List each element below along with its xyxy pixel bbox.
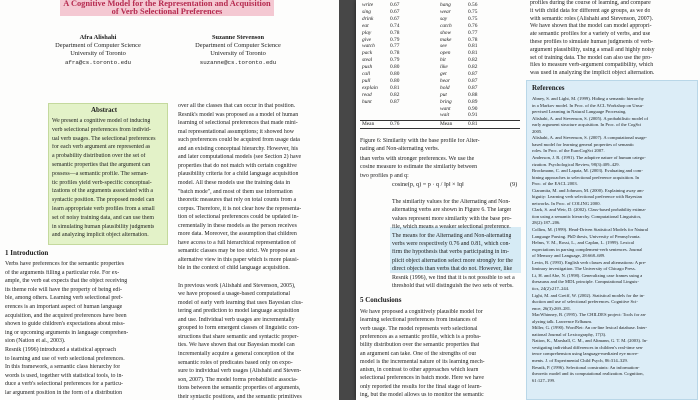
body-line: cosine measure to estimate the similarity between (360, 164, 478, 171)
text-line: files to measure verb-argument compatibility, which (530, 62, 654, 69)
text-line: structions that share semantic and syntactic proper- (178, 333, 299, 340)
reference-line: duction and use of selectional preferences. Cognitive Sci- (532, 299, 638, 305)
table-verb-cell: get (440, 71, 447, 77)
abstract-heading: Abstract (91, 106, 118, 114)
abstract-line: learn appropriate verb profiles from a small (52, 206, 155, 212)
text-line: and an existing conceptual hierarchy. However, his (178, 145, 299, 152)
table-value-cell: 0.88 (468, 91, 478, 98)
text-line: was used in analyzing the implicit object alternation. (530, 70, 655, 77)
body-line: two profiles p and q: (360, 172, 409, 179)
references-heading: References (532, 84, 565, 92)
abstract-line: izations of the arguments associated with a (52, 188, 153, 195)
table-verb-cell: hear (440, 77, 450, 84)
table-mean-cell: 0.81 (468, 121, 478, 127)
intro-line: ble, among others. Learning verb selectional pref- (5, 295, 123, 302)
reference-line: Proc. of the EACL 2003. (532, 181, 578, 187)
reference-line: national Journal of Lexicography, 17(3). (532, 331, 607, 337)
results-line: plicit object alternation select more strongly for the (392, 257, 513, 264)
reference-line: based model for learning general properties of semantic (532, 141, 635, 147)
table-mean-cell: Mean (440, 121, 453, 127)
text-line: set of training data. The model can also use the pro- (530, 54, 653, 61)
reference-line: ments. J. of Experimental Child Psych, 86:314–329. (532, 358, 628, 363)
table-value-cell: 0.91 (468, 112, 478, 119)
intro-line: acquisition, and the acquired preferences have been (5, 312, 127, 319)
table-mean-cell: Mean (362, 121, 375, 127)
text-line: sure to individual verb usages (Alishahi and Steven- (178, 368, 302, 375)
reference-line: 2005. (532, 128, 543, 134)
text-line: corpus. Therefore, it is not clear how the representa- (178, 205, 302, 212)
text-line: and use. Individual verb usages are incrementally (178, 316, 295, 323)
reference-line: roles. In Proc. of the EuroCogSci 2007. (532, 148, 605, 154)
table-value-cell: 0.67 (390, 2, 400, 8)
table-verb-cell: say (440, 15, 448, 22)
table-value-cell: 0.76 (468, 22, 478, 29)
text-line: model. All these models use the training data in (178, 179, 291, 186)
reference-line: Collins, M. (1999). Head-Driven Statistical Models for Natural (532, 227, 649, 232)
table-value-cell: 0.77 (468, 29, 478, 36)
intro-line: sion (Nation et al., 2003). (5, 338, 66, 345)
reference-line: early argument structure acquisition. In Proc. of the CogSci (532, 122, 642, 128)
author-univ: University of Toronto (70, 50, 126, 58)
table-value-cell: 0.90 (468, 105, 478, 112)
intro-line: erences is an important aspect of human language (5, 304, 123, 310)
table-value-cell: 0.75 (468, 15, 478, 22)
abstract-line: tic profiles yield verb-specific conceptual- (52, 179, 152, 186)
author-univ: University of Toronto (210, 50, 266, 58)
intro-line: ample, the verb eat expects that the object receiving (5, 278, 128, 285)
table-verb-cell: bring (440, 98, 452, 105)
table-value-cell: 0.87 (390, 98, 400, 105)
text-line: model of early verb learning that uses Bayesian clus- (178, 299, 303, 306)
table-value-cell: 0.80 (390, 77, 400, 84)
text-line: son, 2007). The model forms probabilistic associa- (178, 376, 298, 383)
conclusion-line: model is the incremental nature of its learning mech- (360, 358, 485, 365)
text-line: ties. We have shown that our Bayesian model can (178, 342, 295, 349)
reference-line: Anderson, J. R. (1991). The adaptive nature of human catego- (532, 154, 646, 160)
text-line: we have proposed a usage-based computational (178, 291, 291, 298)
abstract-line: syntactic position. The proposed model can (52, 197, 155, 204)
table-verb-cell: make (440, 36, 452, 43)
reference-line: Brockmann, C. and Lapata, M. (2003). Evaluating and com- (532, 168, 643, 174)
reference-line: theoretic model and its computational realization. Cognition, (532, 371, 644, 377)
conclusion-line: preferences as a semantic profile, which is a proba- (360, 333, 481, 340)
table-value-cell: 0.78 (390, 50, 400, 57)
abstract-line: possess—a semantic profile. The seman- (52, 170, 149, 177)
author-name: Afra Alishahi (79, 34, 117, 41)
results-line: Resnik (1996), we find that it is not possible to set a (392, 274, 515, 281)
abstract-line: for each verb argument are represented as (52, 144, 151, 151)
page-gap (339, 0, 356, 400)
table-value-cell: 0.79 (390, 57, 400, 64)
table-verb-cell: eat (362, 22, 369, 29)
reference-line: 61:127–199. (532, 377, 556, 383)
text-line: crementally in these models as the person receives (178, 222, 297, 229)
intro-line: shown to guide children's expectations about miss- (5, 321, 125, 328)
table-verb-cell: want (440, 105, 451, 112)
author-dept: Department of Computer Science (55, 42, 141, 50)
text-line: grouped to form emergent classes of linguistic con- (178, 325, 300, 332)
conclusion-line: ing, but the model allows us to monitor the semantic (360, 392, 484, 398)
table-value-cell: 0.82 (390, 91, 400, 98)
author-block (38, 34, 158, 67)
table-value-cell: 0.75 (468, 8, 478, 15)
conclusion-line: learning selectional preferences from instances of (360, 317, 477, 324)
reference-line: Alishahi, A. and Stevenson, S. (2005). A probabilistic model of (532, 115, 649, 121)
results-line: firm the hypothesis that verbs participating in im- (392, 249, 509, 256)
table-value-cell: 0.78 (390, 29, 400, 36)
table-value-cell: 0.80 (390, 64, 400, 71)
text-line: mal representational assumptions; it showed how (178, 128, 294, 135)
text-line: plausibility criteria for a child language acquisition (178, 171, 299, 178)
text-line: semantic roles of predicates based only on expo- (178, 359, 293, 366)
reference-line: liminary investigation. The University of Chicago Press. (532, 266, 636, 272)
table-verb-cell: hunt (362, 98, 372, 105)
intro-heading: 1 Introduction (5, 249, 49, 257)
table-verb-cell: hold (440, 84, 450, 91)
table-verb-cell: pack (362, 50, 373, 57)
abstract-line: set of noisy training data, and can use them (52, 214, 154, 221)
table-value-cell: 0.89 (468, 98, 478, 105)
text-line: such preferences could be acquired from usage data (178, 137, 300, 144)
text-line: over all the classes that can occur in that position. (178, 103, 296, 109)
conclusion-line: an argument can take. One of the strengths of our (360, 350, 477, 357)
reference-line: alyzing talk. Lawrence Erlbaum. (532, 318, 593, 324)
text-line: it with child data for different age groups, as we do (530, 7, 651, 14)
text-line: "batch mode", and most of them use information (178, 188, 293, 195)
table-value-cell: 0.82 (468, 57, 478, 64)
reference-line: Resnik, P. (1996). Selectional constraints: An information- (532, 364, 640, 370)
text-line: their syntactic positions, and the semantic primitives (178, 393, 302, 400)
right-paper-page (356, 0, 700, 400)
conclusions-heading: 5 Conclusions (360, 296, 402, 304)
table-value-cell: 0.77 (390, 43, 400, 50)
reference-line: 28(2):187–206. (532, 220, 561, 226)
table-value-cell: 0.87 (468, 84, 478, 91)
table-verb-cell: push (362, 64, 373, 71)
abstract-line: ual verb usages. The selectional preferences (52, 135, 156, 142)
table-verb-cell: pull (362, 77, 371, 84)
reference-line: of Memory and Language, 28:668–689. (532, 253, 606, 259)
table-value-cell: 0.67 (390, 15, 400, 22)
reference-line: Language Parsing. PhD thesis, University of Pennsylvania. (532, 233, 641, 239)
reference-line: Li, H. and Abe, N. (1998). Generalizing case frames using a (532, 272, 643, 278)
reference-line: Helms, V. M., Rossi, L., and Caplan, L. (1999). Lexical (532, 240, 635, 246)
text-line: tion of selectional preferences could be updated in- (178, 214, 299, 221)
intro-line: words is used, together with statistical tools, to in- (5, 372, 124, 379)
table-mean-cell: 0.76 (390, 121, 400, 127)
reference-line: Alishahi, A. and Stevenson, S. (2007). A computational usage- (532, 135, 647, 141)
intro-line: to learning and use of verb selectional preferences. (5, 355, 125, 362)
table-verb-cell: give (362, 36, 371, 43)
conclusion-line: bility distribution over the semantic properties that (360, 342, 480, 349)
reference-line: Levin, B. (1993). English verb classes and alternations: A pre- (532, 259, 647, 265)
abstract-line: semantic properties that the argument can (52, 162, 151, 168)
text-line: tions between the semantic properties of arguments, (178, 385, 301, 392)
author-name: Suzanne Stevenson (211, 34, 265, 41)
reference-line: Ciaramita, M. and Johnson, M. (2000). Explaining away am- (532, 187, 645, 193)
table-verb-cell: write (362, 2, 374, 8)
reference-line: Light, M. and Greiff, W. (2002). Statistical models for the in- (532, 292, 645, 298)
text-line: semantic classes may be too strict. We propose an (178, 248, 296, 255)
body-line: than verbs with stronger preferences. We use the (360, 156, 475, 162)
results-line: values represent more similarity with the base pro- (392, 215, 512, 222)
intro-line: its theme role will have the property of being edi- (5, 286, 122, 293)
conclusion-line: selectional preferences in batch mode. Here we have (360, 375, 484, 382)
table-verb-cell: like (440, 64, 448, 71)
text-line: Resnik's model was proposed as a model of human (178, 111, 299, 118)
table-value-cell: 0.80 (390, 71, 400, 77)
abstract-line: a probability distribution over the set of (52, 153, 146, 160)
text-line: alternative view in this paper which is more plausi- (178, 256, 299, 263)
table-value-cell: 0.87 (468, 71, 478, 77)
text-line: properties that do not match with certain cognitive (178, 162, 297, 169)
table-value-cell: 0.74 (390, 22, 400, 29)
caption-line: Figure 6: Similarity with the base profile for Alter- (360, 138, 480, 144)
reference-line: expectations in parsing complement-verb sentences. Journal (532, 246, 643, 252)
reference-line: Clark, S. and Weir, D. (2002). Class-based probability estima- (532, 207, 647, 213)
reference-line: ence, 26(3):269–281. (532, 305, 572, 311)
table-verb-cell: see (440, 43, 447, 50)
intro-line: ing or upcoming arguments in language comprehen- (5, 329, 129, 336)
text-line: ble in the context of child language acquisition. (178, 265, 290, 272)
intro-line: Verbs have preferences for the semantic properties (5, 261, 125, 267)
intro-line: of the arguments filling a particular role. For ex- (5, 269, 120, 276)
results-line: direct objects than verbs that do not. However, like (392, 266, 513, 273)
results-line: The means for the Alternating and Non-alternating (392, 232, 512, 239)
table-value-cell: 0.67 (390, 8, 400, 15)
table-verb-cell: steal (362, 57, 373, 64)
reference-line: tion using a semantic hierarchy. Computational Linguistics, (532, 213, 642, 219)
table-verb-cell: hang (440, 2, 451, 8)
table-value-cell: 0.81 (468, 43, 478, 50)
reference-line: in a Markov model. In Proc. of the ACL Workshop on Unsu- (532, 102, 644, 108)
author-block (178, 34, 298, 67)
intro-line: lar argument position in the form of a distribution (5, 390, 123, 396)
reference-line: networks. In Proc. of COLING 2000. (532, 200, 601, 206)
table-verb-cell: show (440, 29, 452, 36)
abstract-line: verb selectional preferences from individ- (52, 126, 151, 133)
table-verb-cell: wear (440, 8, 451, 15)
table-value-cell: 0.81 (390, 84, 400, 91)
conclusion-line: only reported the results for the final stage of learn- (360, 383, 482, 390)
abstract-line: We present a cognitive model of inducing (52, 118, 151, 124)
results-line: alternating verbs are shown in Figure 6. The larger (392, 207, 512, 214)
text-line: ate semantic profiles for a variety of verbs, and use (530, 31, 651, 38)
table-value-cell: 0.82 (468, 64, 478, 71)
author-dept: Department of Computer Science (195, 42, 281, 50)
table-value-cell: 0.78 (468, 36, 478, 43)
table-verb-cell: hit (440, 57, 446, 64)
abstract-line: and analyzing implicit object alternation. (52, 232, 149, 239)
abstract-line: in simulating human plausibility judgments (52, 223, 155, 230)
table-verb-cell: sing (362, 8, 371, 15)
left-paper-page (0, 0, 339, 400)
reference-line: tics, 24(2):217–244. (532, 285, 570, 291)
intro-line: In this framework, a semantic class hierarchy for (5, 364, 121, 371)
reference-line: Abney, S. and Light, M. (1999). Hiding a semantic hierarchy (532, 96, 644, 101)
results-line: verbs were respectively 0.76 and 0.81, which con- (392, 241, 511, 247)
reference-line: pervised Learning in Natural Language Processing. (532, 109, 627, 115)
table-verb-cell: open (440, 50, 451, 57)
reference-line: Nation, K., Marshall, C. M., and Altmann, G. T. M. (2003). In- (532, 338, 648, 344)
table-value-cell: 0.87 (468, 77, 478, 84)
table-value-cell: 0.81 (468, 50, 478, 57)
table-rule (360, 128, 520, 129)
text-line: incrementally acquire a general conception of the (178, 350, 295, 357)
title-line: of Verb Selectional Preferences (111, 7, 223, 16)
text-line: with semantic roles (Alishahi and Stevenson, 2007). (530, 15, 654, 22)
text-line: In previous work (Alishahi and Stevenson, 2005), (178, 282, 296, 289)
intro-line: duce a verb's selectional preferences for a particu- (5, 381, 123, 388)
title-line: A Cognitive Model for the Representation and Acquisition (63, 0, 271, 8)
text-line: and later computational models (see Section 2) have (178, 154, 302, 161)
text-line: profiles during the course of learning, and compare (530, 0, 651, 6)
text-line: argument plausibility, using a small and highly noisy (530, 46, 655, 53)
table-verb-cell: play (362, 29, 372, 36)
table-verb-cell: drink (362, 15, 374, 22)
text-line: tering and prediction to model language acquisition (178, 308, 300, 315)
table-verb-cell: explain (362, 84, 378, 91)
table-value-cell: 0.79 (390, 36, 400, 43)
author-email: afra@cs.toronto.edu (64, 58, 132, 66)
reference-line: tence comprehension using language-mediated eye move- (532, 351, 639, 357)
conclusion-line: anism, in contrast to other approaches which learn (360, 367, 479, 374)
caption-line: nating and Non-alternating verbs. (360, 146, 440, 152)
reference-line: Miller, G. (1990). WordNet: An on-line lexical database. Inter- (532, 325, 648, 331)
reference-line: bining approaches to selectional preference acquisition. In (532, 174, 640, 180)
text-line: We have shown that the model can model appropri- (530, 23, 652, 30)
reference-line: vestigating individual differences in children's real-time sen- (532, 344, 644, 350)
table-value-cell: 0.56 (468, 2, 478, 8)
reference-line: thesaurus and the MDL principle. Computational Linguis- (532, 279, 639, 285)
text-line: these profiles to simulate human judgments of verb- (530, 39, 653, 45)
conclusion-line: We have proposed a cognitively plausible model for (360, 309, 483, 315)
text-line: theoretic measures that rely on total counts from a (178, 197, 297, 204)
table-verb-cell: read (362, 91, 372, 98)
equation: cosine(p, q) = p · q / ‖p‖ × ‖q‖ (392, 182, 464, 188)
table-verb-cell: wait (440, 112, 450, 119)
table-verb-cell: put (440, 91, 447, 98)
author-email: suzanne@cs.toronto.edu (199, 58, 277, 66)
results-line: The similarity values for the Alternating and Non- (392, 199, 511, 205)
reference-line: biguity: Learning verb selectional preference with Bayesian (532, 194, 642, 200)
intro-line: Resnik (1996) introduced a statistical approach (5, 347, 117, 353)
table-verb-cell: watch (362, 43, 375, 50)
paper-title (60, 0, 274, 16)
equation-number: (9) (510, 182, 518, 188)
reference-line: rization. Psychological Review, 98(3):409–429. (532, 161, 620, 167)
table-verb-cell: catch (440, 22, 452, 29)
text-line: learning of selectional preferences that made mini- (178, 120, 298, 127)
results-line: threshold that will distinguish the two sets of verbs. (392, 283, 514, 289)
conclusion-line: verb usage. The model represents verb selectional (360, 325, 478, 332)
reference-line: MacWhinney, B. (1995). The CHILDES project: Tools for an- (532, 312, 647, 318)
text-line: have access to a full hierarchical representation of (178, 239, 296, 246)
results-line: file, which means a weaker selectional preference. (392, 224, 511, 231)
text-line: more data. Moreover, the assumption that children (178, 231, 297, 238)
table-verb-cell: call (362, 71, 371, 77)
